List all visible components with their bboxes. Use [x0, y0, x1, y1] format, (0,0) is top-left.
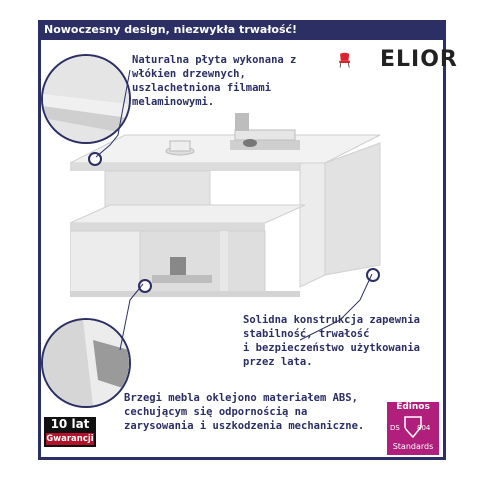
headline-text: Nowoczesny design, niezwykła trwałość! — [44, 23, 298, 36]
certificate-label: Standards — [392, 442, 434, 451]
certificate-name: Edinos — [396, 402, 430, 412]
certificate-number: 804 — [417, 424, 431, 432]
board-description: Naturalna płyta wykonana z włókien drzewnych, uszlachetniona filmami melaminowymi. — [132, 54, 297, 108]
warranty-years: 10 lat — [50, 417, 90, 431]
construction-description: Solidna konstrukcja zapewnia stabilność, trwałość i bezpieczeństwo użytkowania przez lata. — [243, 314, 421, 368]
certificate-ds: DS — [390, 424, 400, 432]
brand-name: ELIOR — [380, 47, 458, 72]
warranty-label: Gwarancji — [46, 434, 94, 444]
edges-description: Brzegi mebla oklejono materiałem ABS, cechującym się odpornością na zarysowania i uszkodzenia mechaniczne. — [124, 392, 365, 432]
certificate-badge — [387, 402, 439, 455]
warranty-badge — [44, 417, 96, 447]
chair-logo-icon — [337, 38, 377, 82]
